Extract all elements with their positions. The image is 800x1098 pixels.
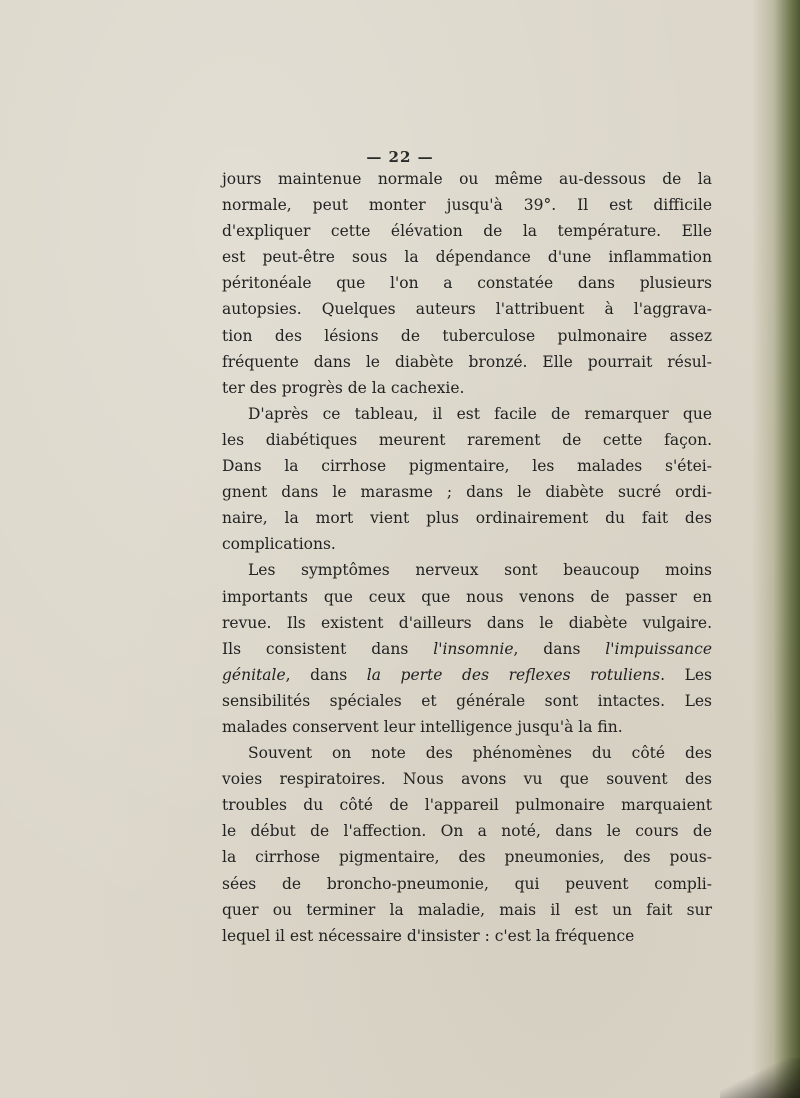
- text-segment: est peut-être sous la dépendance d'une inflammation: [222, 248, 712, 267]
- text-segment: gnent dans le marasme ; dans le diabète sucré ordi-: [222, 483, 712, 502]
- text-segment: ter des progrès de la cachexie.: [222, 378, 465, 397]
- text-line: [222, 714, 712, 740]
- text-segment: fréquente dans le diabète bronzé. Elle pourrait résul-: [222, 352, 712, 371]
- text-line: [222, 323, 712, 349]
- text-segment: autopsies. Quelques auteurs l'attribuent à l'aggrava-: [222, 300, 712, 319]
- text-line: [222, 531, 712, 557]
- text-segment: Dans la cirrhose pigmentaire, les malades s'étei-: [222, 457, 712, 476]
- text-line: [222, 871, 712, 897]
- text-line: [222, 584, 712, 610]
- text-line: [222, 688, 712, 714]
- text-line: [222, 636, 712, 662]
- text-segment: jours maintenue normale ou même au-dessous de la: [222, 170, 712, 188]
- text-segment: voies respiratoires. Nous avons vu que souvent des: [222, 770, 712, 789]
- text-line: [222, 792, 712, 818]
- text-line: [222, 218, 712, 244]
- text-line: [222, 766, 712, 792]
- text-segment: sées de broncho-pneumonie, qui peuvent compli-: [222, 874, 712, 893]
- text-line: [222, 349, 712, 375]
- text-line: [222, 296, 712, 322]
- text-segment: D'après ce tableau, il est facile de remarquer que: [248, 404, 712, 423]
- text-line: [222, 818, 712, 844]
- page-number: — 22 —: [366, 148, 434, 166]
- page-corner-shadow: [720, 1058, 800, 1098]
- text-segment: Souvent on note des phénomènes du côté des: [248, 744, 712, 763]
- italic-text-segment: l'impuissance: [605, 639, 713, 658]
- text-segment: tion des lésions de tuberculose pulmonaire assez: [222, 326, 712, 345]
- italic-text-segment: génitale: [222, 665, 286, 684]
- text-segment: complications.: [222, 535, 336, 554]
- text-segment: . Les: [660, 665, 712, 684]
- text-line: [222, 401, 712, 427]
- text-line: [222, 740, 712, 766]
- body-text: [222, 166, 712, 949]
- text-segment: Ils consistent dans: [222, 639, 434, 658]
- text-line: [222, 192, 712, 218]
- text-segment: les diabétiques meurent rarement de cette façon.: [222, 430, 712, 449]
- text-line: [222, 427, 712, 453]
- text-segment: , dans: [513, 639, 606, 658]
- italic-text-segment: l'insomnie: [433, 639, 514, 658]
- text-segment: lequel il est nécessaire d'insister : c'est la fréquence: [222, 926, 635, 945]
- text-segment: péritonéale que l'on a constatée dans plusieurs: [222, 274, 712, 293]
- text-line: [222, 923, 712, 949]
- text-segment: Les symptômes nerveux sont beaucoup moins: [248, 561, 712, 580]
- text-segment: importants que ceux que nous venons de passer en: [222, 587, 712, 606]
- text-line: [222, 662, 712, 688]
- text-line: [222, 557, 712, 583]
- italic-text-segment: la perte des reflexes rotuliens: [366, 665, 661, 684]
- text-segment: sensibilités spéciales et générale sont intactes. Les: [222, 691, 712, 710]
- text-segment: , dans: [285, 665, 367, 684]
- text-line: [222, 270, 712, 296]
- text-segment: quer ou terminer la maladie, mais il est un fait sur: [222, 900, 712, 919]
- text-line: [222, 610, 712, 636]
- text-line: [222, 897, 712, 923]
- text-line: [222, 453, 712, 479]
- text-line: [222, 375, 712, 401]
- text-segment: la cirrhose pigmentaire, des pneumonies, des pous-: [222, 848, 712, 867]
- text-segment: normale, peut monter jusqu'à 39°. Il est difficile: [222, 196, 712, 215]
- text-segment: malades conservent leur intelligence jusqu'à la fin.: [222, 717, 623, 736]
- text-line: [222, 244, 712, 270]
- text-line: [222, 166, 712, 192]
- text-line: [222, 505, 712, 531]
- text-segment: troubles du côté de l'appareil pulmonaire marquaient: [222, 796, 712, 815]
- text-segment: naire, la mort vient plus ordinairement du fait des: [222, 509, 712, 528]
- text-line: [222, 479, 712, 505]
- text-line: [222, 844, 712, 870]
- text-segment: le début de l'affection. On a noté, dans le cours de: [222, 822, 712, 841]
- text-segment: d'expliquer cette élévation de la température. Elle: [222, 222, 712, 241]
- text-segment: revue. Ils existent d'ailleurs dans le diabète vulgaire.: [222, 613, 712, 632]
